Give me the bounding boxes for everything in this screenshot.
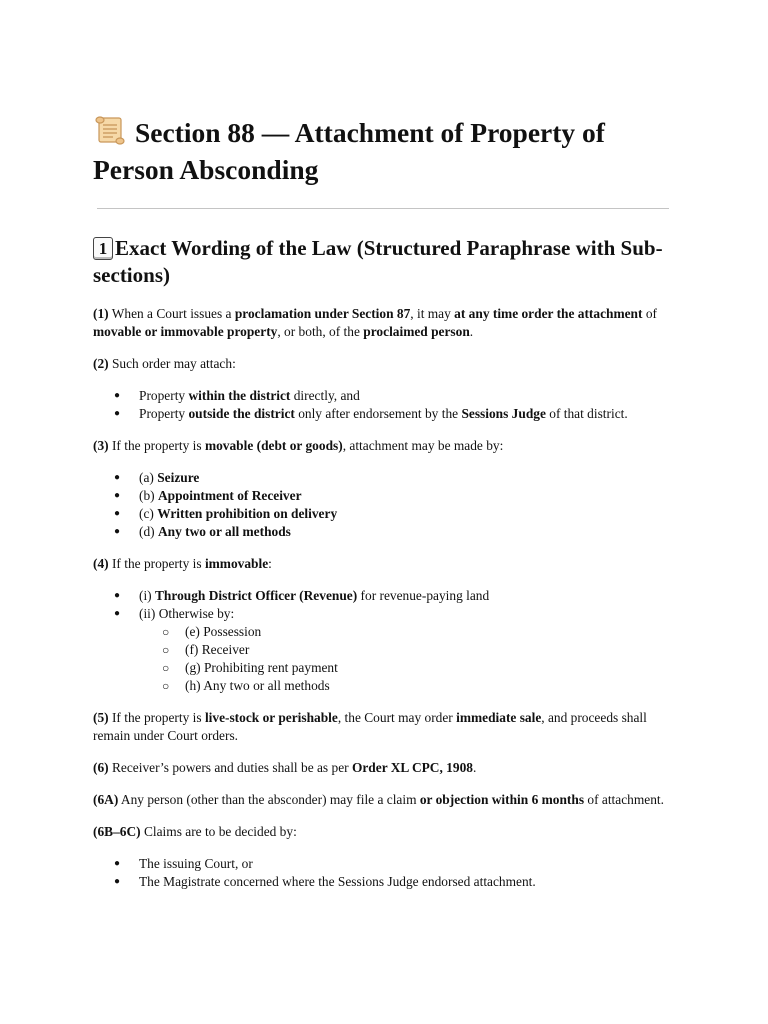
nested-list-item: ○ (f) Receiver: [139, 641, 673, 659]
nested-list-item: ○ (e) Possession: [139, 623, 673, 641]
subsection-2-list: [93, 387, 673, 423]
subsection-6: (6) Receiver’s powers and duties shall be as per Order XL CPC, 1908.: [93, 760, 477, 775]
subsection-label: (4): [93, 556, 109, 571]
list-item: ● (d) Any two or all methods: [93, 523, 673, 541]
nested-list-item: ○ (h) Any two or all methods: [139, 677, 673, 695]
scroll-icon: [93, 114, 129, 146]
section-heading: [93, 235, 673, 289]
list-item: ● The issuing Court, or: [93, 855, 673, 873]
list-item: ● (c) Written prohibition on delivery: [93, 505, 673, 523]
law-body: [93, 305, 673, 905]
subsection-label: (5): [93, 710, 109, 725]
subsection-label: (6B–6C): [93, 824, 141, 839]
list-item: ● Property outside the district only after endorsement by the Sessions Judge of that district.: [93, 405, 673, 423]
page-title: [93, 114, 673, 188]
list-item: ● (a) Seizure: [93, 469, 673, 487]
subsection-2: (2) Such order may attach:: [93, 356, 236, 371]
subsection-6b-6c: (6B–6C) Claims are to be decided by:: [93, 824, 297, 839]
subsection-label: (6A): [93, 792, 119, 807]
subsection-label: (2): [93, 356, 109, 371]
page-title-text: Section 88 — Attachment of Property of Person Absconding: [93, 117, 605, 185]
list-item: ● (ii) Otherwise by: ○ (e) Possession ○ (f) Receiver ○ (g) Prohibiting rent payment ○ (h) Any two or all methods: [93, 605, 673, 695]
list-item: ● (i) Through District Officer (Revenue) for revenue-paying land: [93, 587, 673, 605]
list-item: ● The Magistrate concerned where the Sessions Judge endorsed attachment.: [93, 873, 673, 891]
subsection-6a: (6A) Any person (other than the absconder) may file a claim or objection within 6 months of attachment.: [93, 792, 664, 807]
horizontal-divider: [97, 208, 669, 209]
section-heading-text: Exact Wording of the Law (Structured Paraphrase with Sub-sections): [93, 236, 663, 287]
subsection-6b-6c-list: [93, 855, 673, 891]
subsection-label: (3): [93, 438, 109, 453]
nested-list: [139, 623, 673, 695]
subsection-1: (1) When a Court issues a proclamation under Section 87, it may at any time order the attachment of movable or immovable property, or both, of the proclaimed person.: [93, 306, 657, 339]
subsection-5: (5) If the property is live-stock or perishable, the Court may order immediate sale, and proceeds shall remain under Court orders.: [93, 710, 647, 743]
subsection-4-list: [93, 587, 673, 695]
subsection-label: (6): [93, 760, 109, 775]
nested-list-item: ○ (g) Prohibiting rent payment: [139, 659, 673, 677]
section-number-keycap: 1: [93, 237, 113, 260]
subsection-label: (1): [93, 306, 109, 321]
list-item: ● (b) Appointment of Receiver: [93, 487, 673, 505]
subsection-4: (4) If the property is immovable:: [93, 556, 272, 571]
subsection-3-list: [93, 469, 673, 541]
subsection-3: (3) If the property is movable (debt or goods), attachment may be made by:: [93, 438, 504, 453]
list-item: ● Property within the district directly, and: [93, 387, 673, 405]
